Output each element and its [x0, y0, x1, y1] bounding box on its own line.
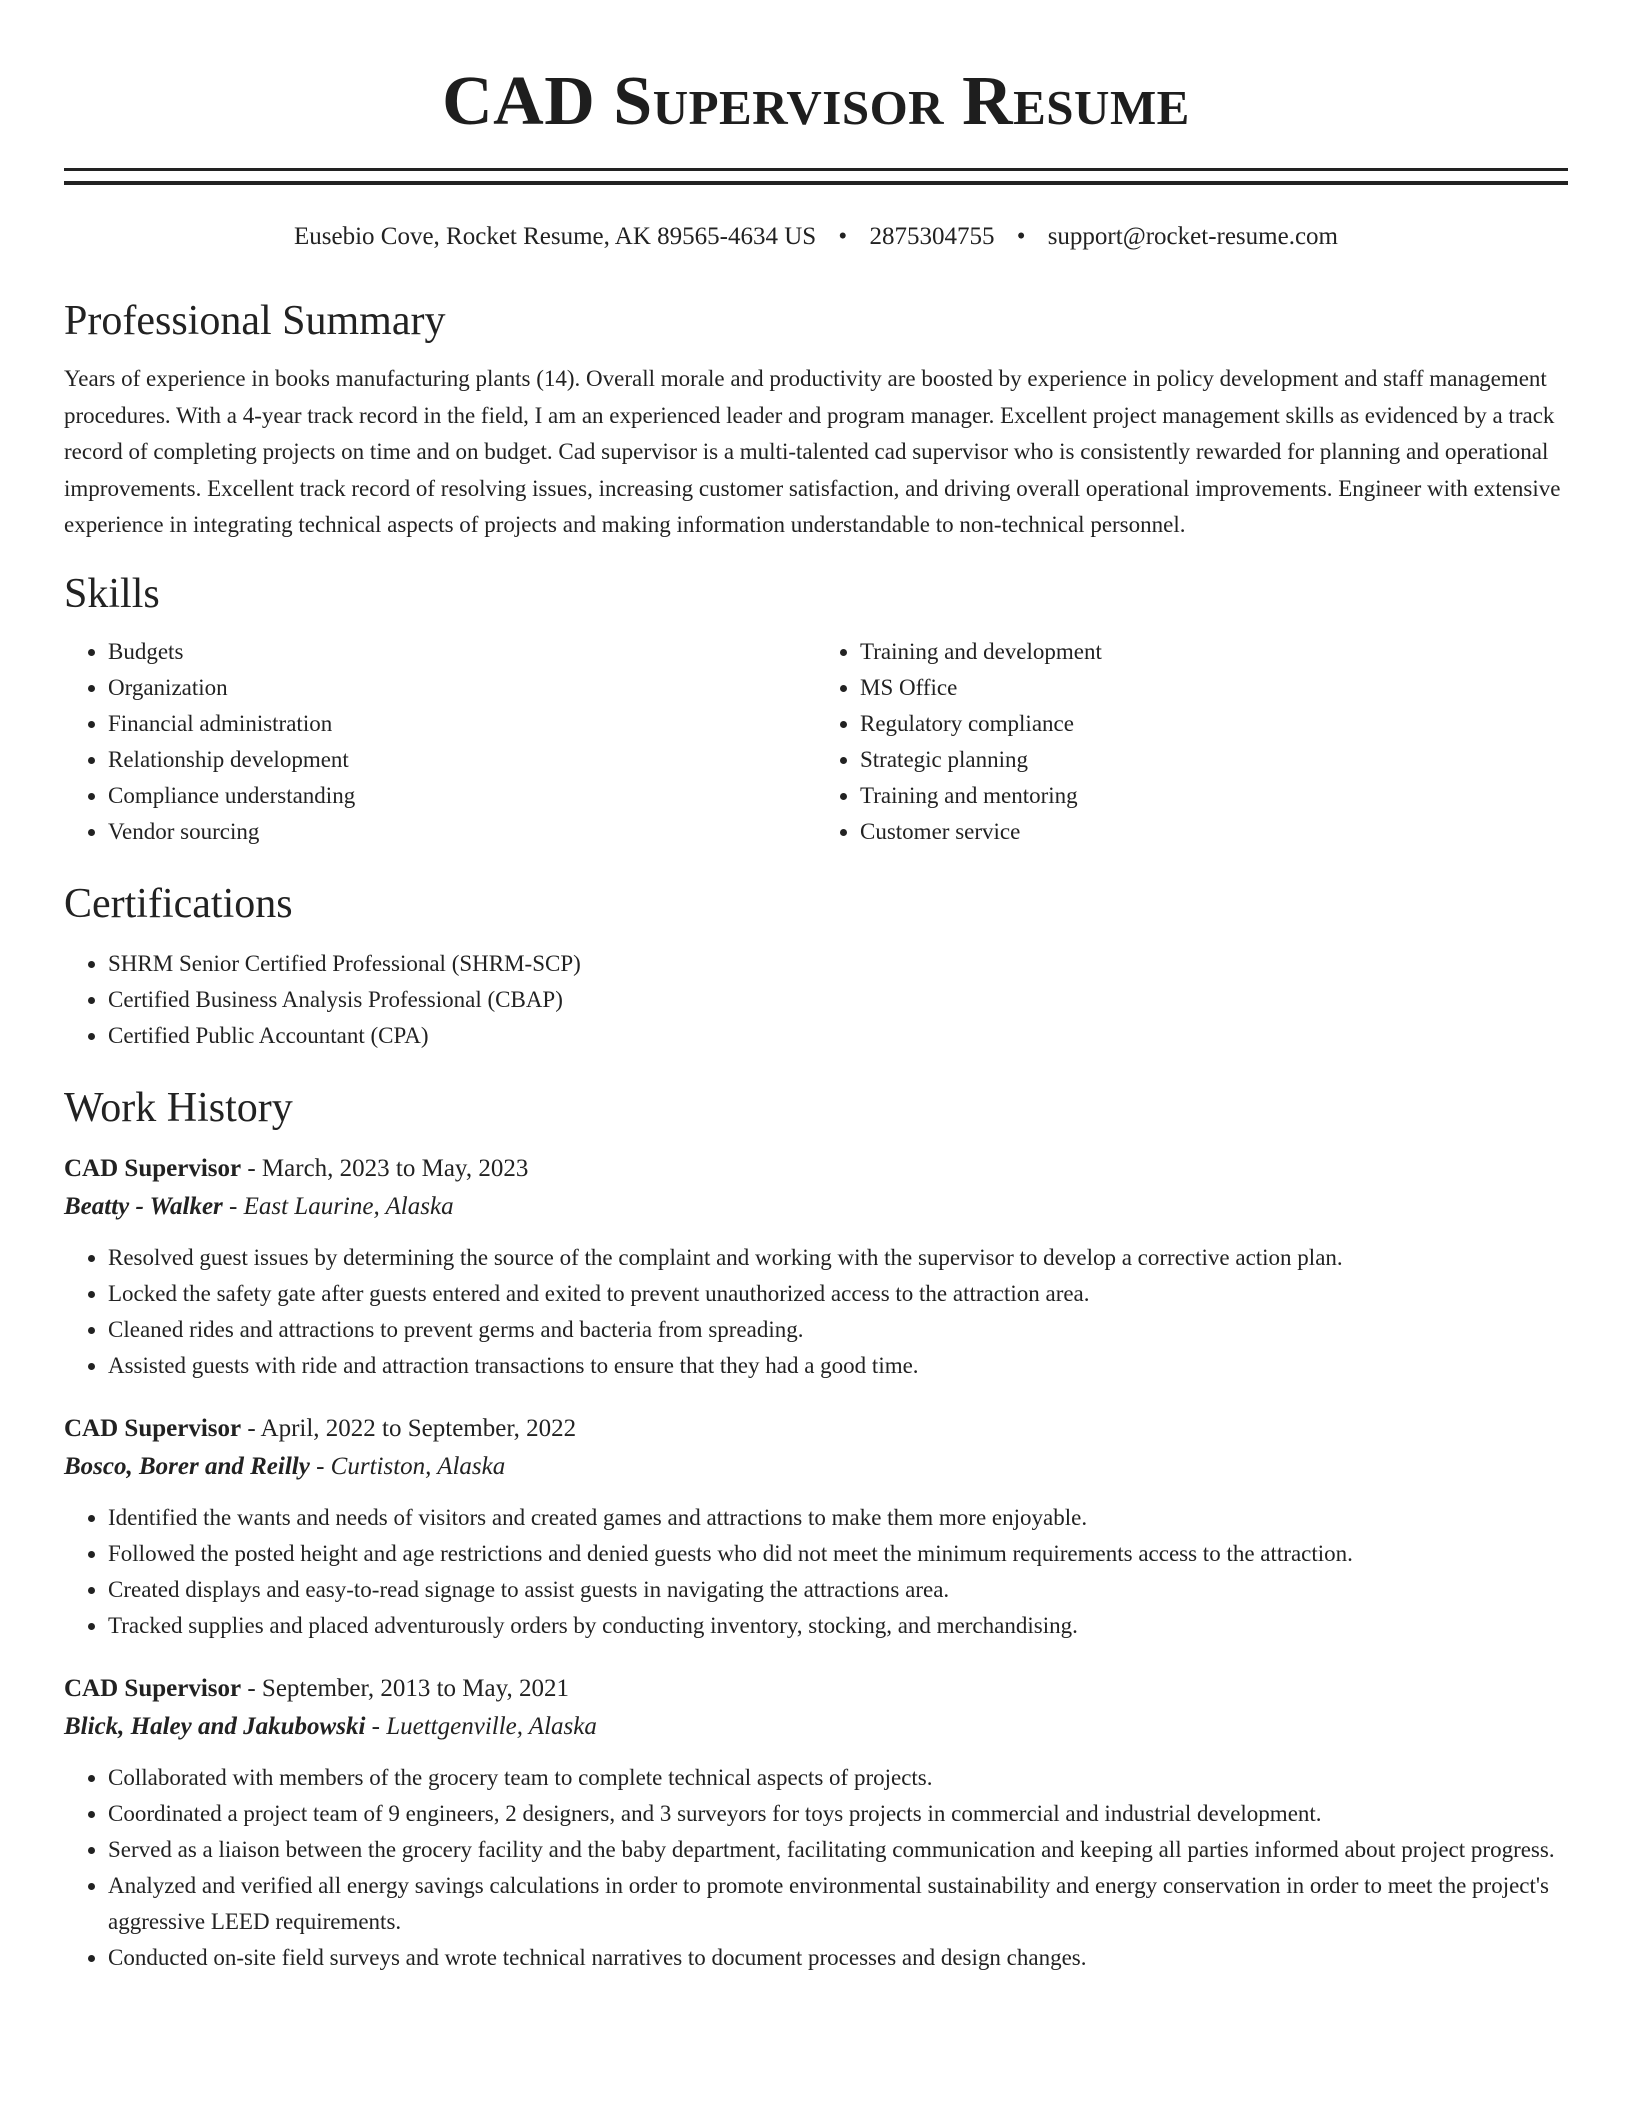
resume-page	[64, 0, 1568, 1976]
summary-heading: Professional Summary	[64, 298, 446, 344]
skill-item: • Training and mentoring	[860, 778, 1568, 814]
skills-right-list	[816, 634, 1568, 850]
certifications-list	[64, 946, 1568, 1054]
job-entry	[64, 1410, 1568, 1644]
job-duty: • Assisted guests with ride and attraction transactions to ensure that they had a good time.	[108, 1348, 1568, 1384]
skill-item: • Training and development	[860, 634, 1568, 670]
job-title: CAD Supervisor	[64, 1154, 242, 1182]
job-company: Blick, Haley and Jakubowski	[64, 1712, 366, 1740]
skills-heading: Skills	[64, 570, 160, 617]
skill-item: • Customer service	[860, 814, 1568, 850]
job-duty: • Tracked supplies and placed adventurously orders by conducting inventory, stocking, and merchandising.	[108, 1608, 1568, 1644]
job-duty: • Collaborated with members of the grocery team to complete technical aspects of projects.	[108, 1760, 1568, 1796]
summary-section	[64, 293, 1568, 544]
certifications-heading: Certifications	[64, 880, 293, 927]
contact-separator: •	[838, 223, 848, 250]
summary-text: Years of experience in books manufacturing plants (14). Overall morale and productivity are boosted by experience in policy development and staff management procedures. With a 4-year track record in the field, I am an experienced leader and program manager. Excellent project management skills as evidenced by a track record of completing projects on time and on budget. Cad supervisor is a multi-talented cad supervisor who is consistently rewarded for planning and operational improvements. Excellent track record of resolving issues, increasing customer satisfaction, and driving overall operational improvements. Engineer with extensive experience in integrating technical aspects of projects and making information understandable to non-technical personnel.	[64, 366, 1561, 537]
job-entry	[64, 1670, 1568, 1976]
job-duty: • Conducted on-site field surveys and wrote technical narratives to document processes and design changes.	[108, 1940, 1568, 1976]
skill-item: • Vendor sourcing	[108, 814, 816, 850]
job-title-line	[64, 1670, 1568, 1708]
job-duty: • Locked the safety gate after guests entered and exited to prevent unauthorized access to the attraction area.	[108, 1276, 1568, 1312]
contact-address: Eusebio Cove, Rocket Resume, AK 89565-4634 US	[293, 223, 817, 250]
skill-item: • Budgets	[108, 634, 816, 670]
job-duties-list	[64, 1500, 1568, 1644]
job-dates: - March, 2023 to May, 2023	[241, 1154, 529, 1182]
job-entry	[64, 1150, 1568, 1384]
job-duty: • Followed the posted height and age restrictions and denied guests who did not meet the minimum requirements access to the attraction.	[108, 1536, 1568, 1572]
job-company-line	[64, 1708, 1568, 1746]
skill-item: • Compliance understanding	[108, 778, 816, 814]
work-history-section	[64, 1080, 1568, 1976]
job-company-line	[64, 1448, 1568, 1486]
job-title-line	[64, 1410, 1568, 1448]
job-title: CAD Supervisor	[64, 1674, 242, 1702]
job-location: - Luettgenville, Alaska	[365, 1712, 597, 1740]
job-duties-list	[64, 1240, 1568, 1384]
skill-item: • MS Office	[860, 670, 1568, 706]
certifications-section	[64, 876, 1568, 1054]
job-duty: • Coordinated a project team of 9 engineers, 2 designers, and 3 surveyors for toys projects in commercial and industrial development.	[108, 1796, 1568, 1832]
job-company: Bosco, Borer and Reilly	[64, 1452, 310, 1480]
contact-separator: •	[1016, 223, 1026, 250]
skill-item: • Organization	[108, 670, 816, 706]
contact-email: support@rocket-resume.com	[1047, 223, 1338, 250]
skill-item: • Strategic planning	[860, 742, 1568, 778]
header-double-rule	[64, 168, 1568, 185]
certification-item: • Certified Business Analysis Professional (CBAP)	[108, 982, 1568, 1018]
job-dates: - April, 2022 to September, 2022	[241, 1414, 577, 1442]
skill-item: • Relationship development	[108, 742, 816, 778]
job-title: CAD Supervisor	[64, 1414, 242, 1442]
skills-section	[64, 566, 1568, 850]
resume-title: CAD Supervisor Resume	[442, 63, 1190, 140]
contact-line	[64, 219, 1568, 255]
certification-item: • SHRM Senior Certified Professional (SHRM-SCP)	[108, 946, 1568, 982]
work-history-heading: Work History	[64, 1084, 293, 1131]
skills-left-list	[64, 634, 816, 850]
job-company-line	[64, 1188, 1568, 1226]
job-company: Beatty - Walker	[64, 1192, 223, 1220]
job-duties-list	[64, 1760, 1568, 1976]
job-duty: • Resolved guest issues by determining the source of the complaint and working with the supervisor to develop a corrective action plan.	[108, 1240, 1568, 1276]
job-duty: • Cleaned rides and attractions to prevent germs and bacteria from spreading.	[108, 1312, 1568, 1348]
job-duty: • Analyzed and verified all energy savings calculations in order to promote environmental sustainability and energy conservation in order to meet the project's aggressive LEED requirements.	[108, 1868, 1568, 1940]
job-duty: • Identified the wants and needs of visitors and created games and attractions to make them more enjoyable.	[108, 1500, 1568, 1536]
skill-item: • Regulatory compliance	[860, 706, 1568, 742]
skill-item: • Financial administration	[108, 706, 816, 742]
job-dates: - September, 2013 to May, 2021	[241, 1674, 569, 1702]
job-duty: • Served as a liaison between the grocery facility and the baby department, facilitating communication and keeping all parties informed about project progress.	[108, 1832, 1568, 1868]
certification-item: • Certified Public Accountant (CPA)	[108, 1018, 1568, 1054]
contact-phone: 2875304755	[869, 223, 995, 250]
job-duty: • Created displays and easy-to-read signage to assist guests in navigating the attractions area.	[108, 1572, 1568, 1608]
job-location: - Curtiston, Alaska	[309, 1452, 506, 1480]
skills-columns	[64, 634, 1568, 850]
job-location: - East Laurine, Alaska	[222, 1192, 454, 1220]
job-title-line	[64, 1150, 1568, 1188]
